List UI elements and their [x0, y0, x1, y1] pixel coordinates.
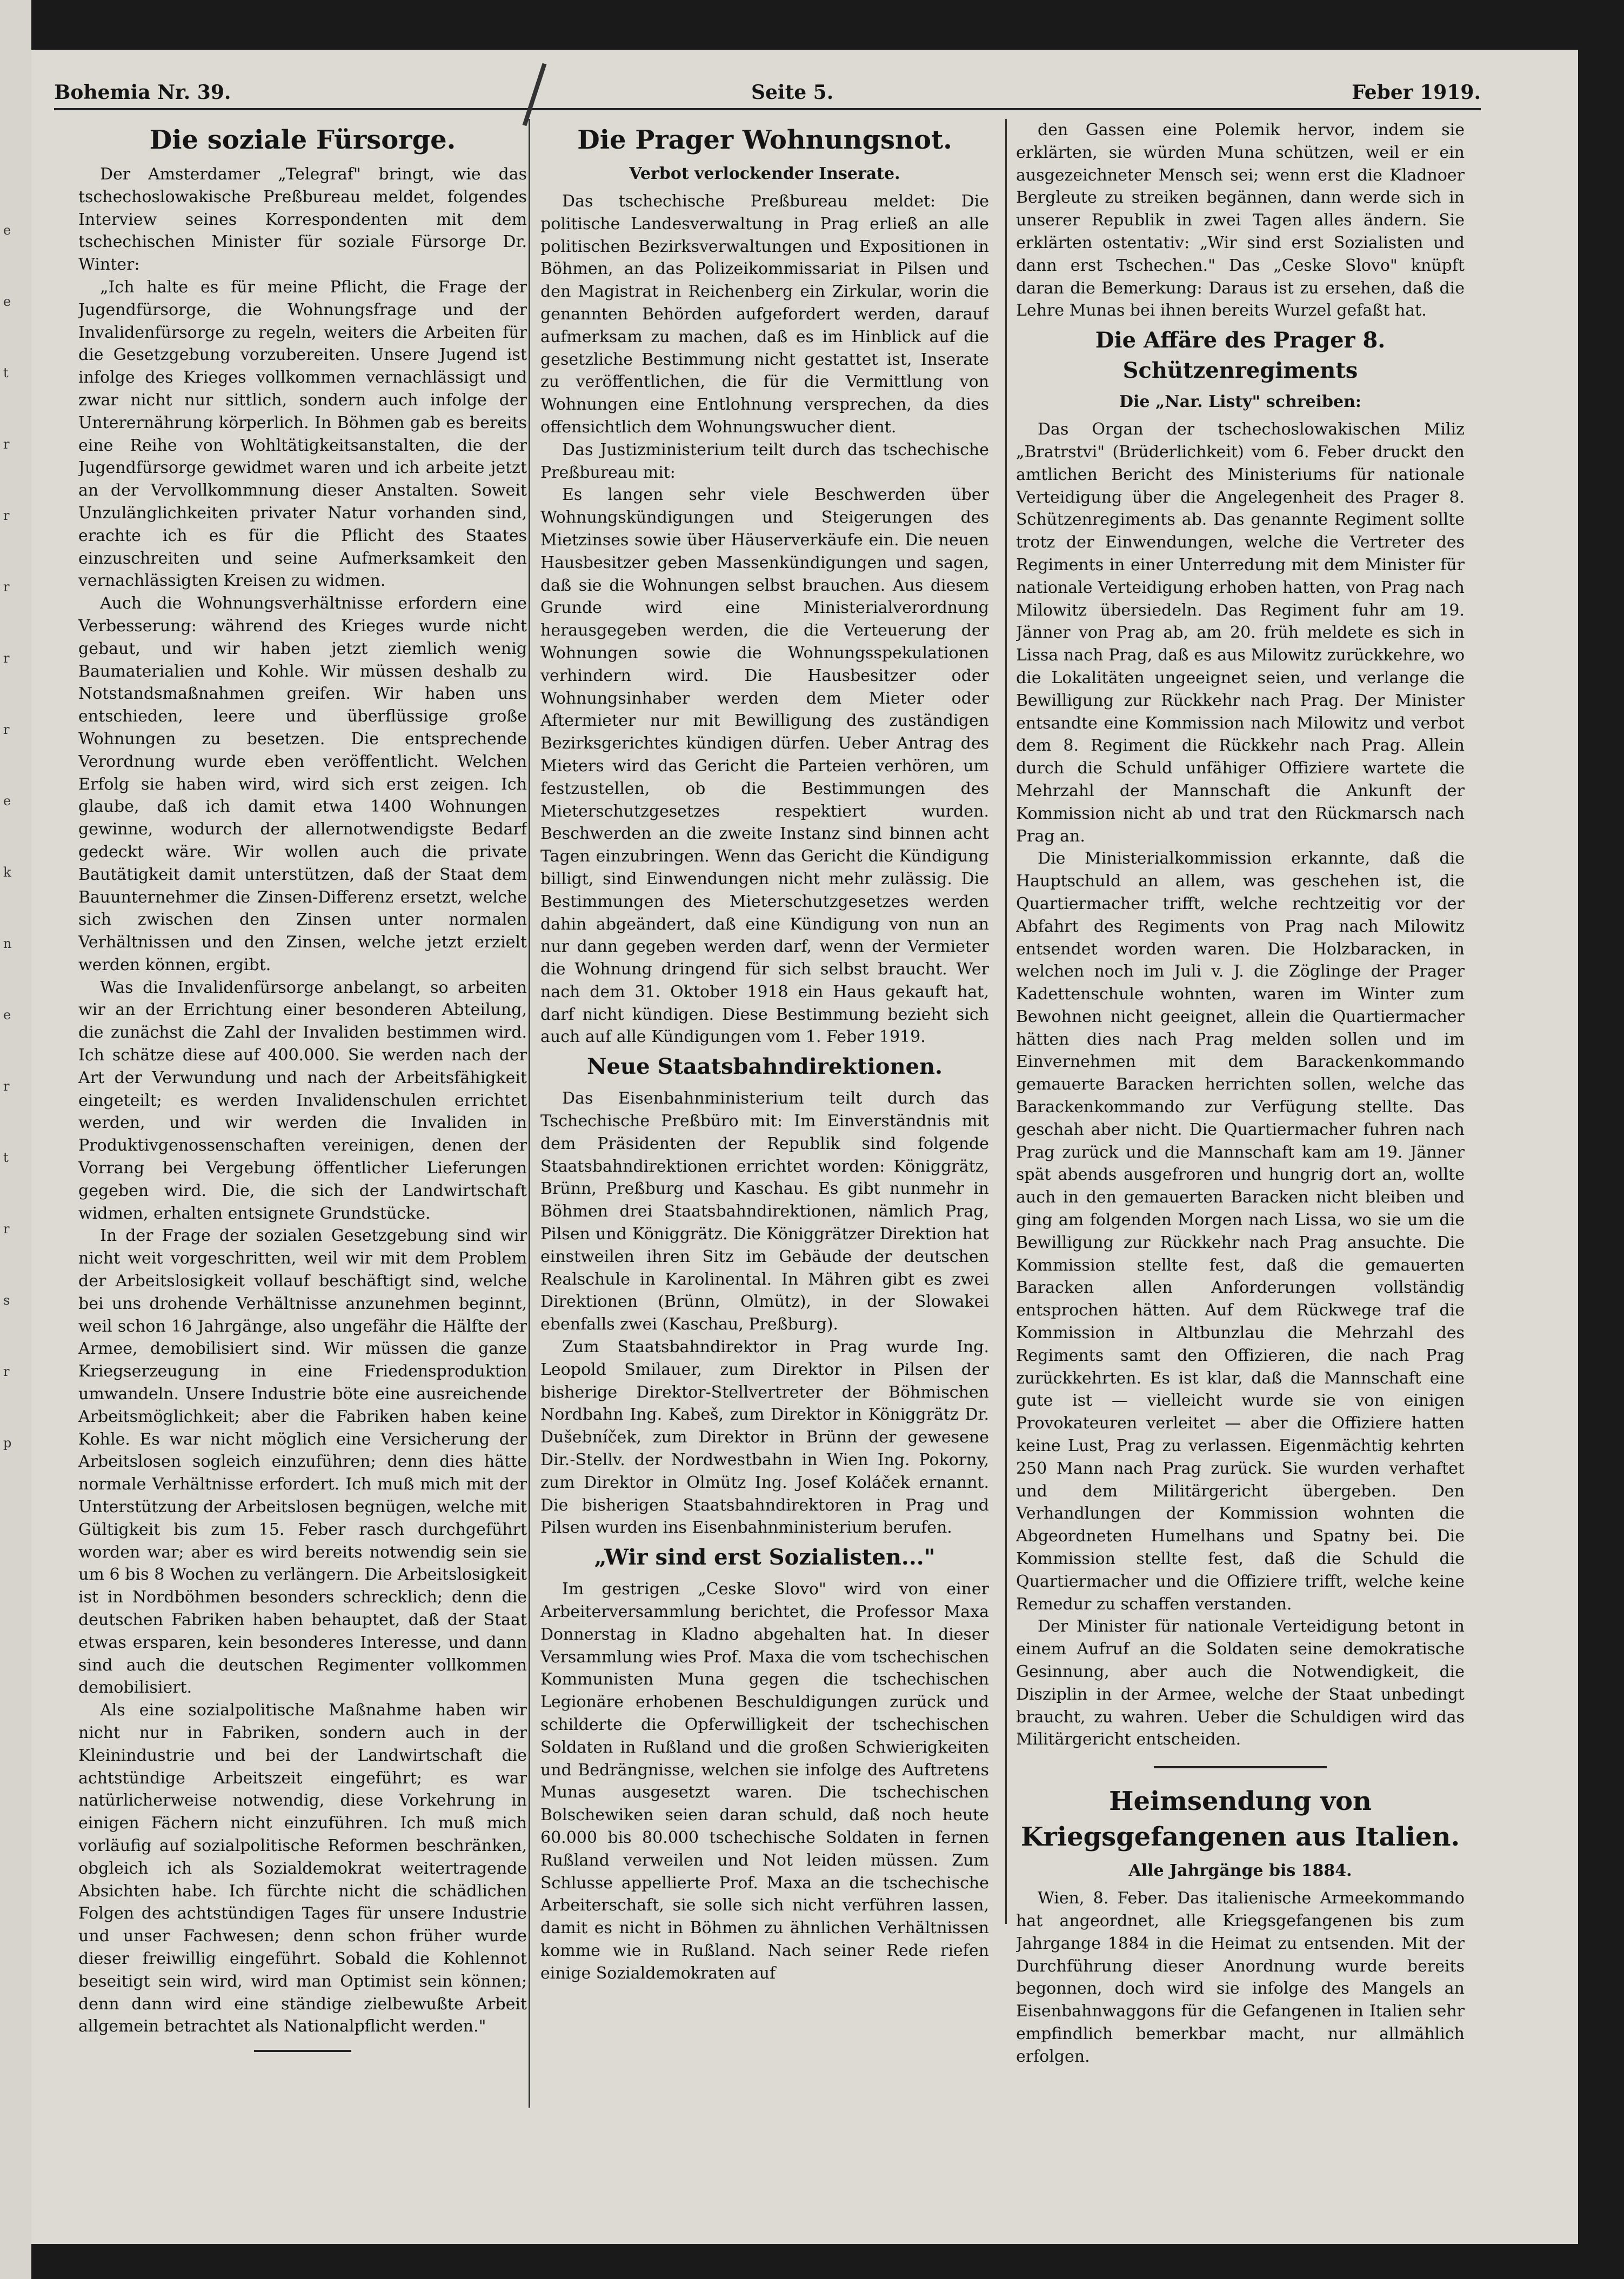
article-continuation-sozialisten: [1016, 119, 1465, 322]
paragraph: Der Amsterdamer „Telegraf" bringt, wie das tschechoslowakische Preßbureau meldet, folgendes Interview seines Korrespondenten mit dem tschechischen Minister für soziale Fürsorge Dr. Winter:: [78, 165, 527, 275]
adjacent-page-letter: r: [3, 1079, 10, 1094]
paragraph: den Gassen eine Polemik hervor, indem sie erklärten, sie würden Muna schützen, weil er ein ausgezeichneter Mensch sei; wenn erst die Kladnoer Bergleute zu streiken begännen, dann werde sich in unserer Republik in zwei Tagen alles ändern. Sie erklärten ostentativ: „Wir sind erst Sozialisten und dann erst Tschechen." Das „Ceske Slovo" knüpft daran die Bemerkung: Daraus ist zu ersehen, daß die Lehre Munas bei ihnen bereits Wurzel gefaßt hat.: [1016, 121, 1465, 320]
adjacent-page-letter: r: [3, 579, 10, 594]
article-title-staatsbahndirektionen: Neue Staatsbahndirektionen.: [586, 1054, 943, 1080]
paragraph: Als eine sozialpolitische Maßnahme haben wir nicht nur in Fabriken, sondern auch in der Kleinindustrie und bei der Landwirtschaft die achtstündige Arbeitszeit eingeführt; es war natürlicherweise notwendig, diese Vorkehrung in einigen Fächern nicht einzuführen. Ich muß mich vorläufig auf sozialpolitische Reformen beschränken, obgleich ich als Sozialdemokrat weitertragende Absichten habe. Ich fürchte nicht die schädlichen Folgen des achtstündigen Tages für unsere Industrie und unser Fachwesen; denn schon früher wurde dieser freiwillig eingeführt. Sobald die Kohlennot beseitigt sein wird, wird man Optimist sein können; denn dann wird eine ständige zielbewußte Arbeit allgemein betrachtet als Nationalpflicht werden.": [78, 1701, 527, 2036]
paragraph: Der Minister für nationale Verteidigung betont in einem Aufruf an die Soldaten seine demokratische Gesinnung, aber auch die Notwendigkeit, die Disziplin in der Armee, welche der Staat unbedingt braucht, zu wahren. Ueber die Schuldigen wird das Militärgericht entscheiden.: [1016, 1617, 1465, 1749]
column-divider-1: [529, 119, 530, 2108]
issue-label: Bohemia Nr. 39.: [54, 81, 231, 104]
article-title-sozialisten: „Wir sind erst Sozialisten...": [594, 1545, 935, 1570]
article-body-wohnungsnot: [540, 190, 989, 1048]
adjacent-page-letter: e: [3, 1007, 11, 1022]
article-body-schuetzenregiment: [1016, 418, 1465, 1751]
adjacent-page-letter: r: [3, 508, 10, 523]
header-rule: [54, 108, 1481, 110]
adjacent-page-letter: r: [3, 651, 10, 666]
article-subtitle-schuetzenregiment: Die „Nar. Listy" schreiben:: [1119, 392, 1361, 412]
adjacent-page-letter: k: [3, 865, 11, 880]
adjacent-page-letter: r: [3, 1221, 10, 1237]
end-rule: [254, 2050, 351, 2052]
adjacent-page-letter: n: [3, 936, 12, 951]
paragraph: Es langen sehr viele Beschwerden über Wohnungskündigungen und Steigerungen des Mietzinses sowie über Häuserverkäufe ein. Die neuen Hausbesitzer geben Massenkündigungen und sagen, daß sie die Wohnungen selbst brauchen. Aus diesem Grunde wird eine Ministerialverordnung herausgegeben werden, die die Verteuerung der Wohnungen sowie die Wohnungsspekulationen verhindern wird. Die Hausbesitzer oder Wohnungsinhaber werden dem Mieter oder Aftermieter nur mit Bewilligung des zuständigen Bezirksgerichtes kündigen dürfen. Ueber Antrag des Mieters wird das Gericht die Parteien verhören, um festzustellen, ob die Bestimmungen des Mieterschutzgesetzes respektiert wurden. Beschwerden an die zweite Instanz sind binnen acht Tagen einzubringen. Wenn das Gericht die Kündigung billigt, sind Einwendungen nicht mehr zulässig. Die Bestimmungen des Mieterschutzgesetzes werden dahin abgeändert, daß eine Kündigung von nun an nur dann gegeben werden darf, wenn der Vermieter die Wohnung dringend für sich selbst braucht. Wer nach dem 31. Oktober 1918 ein Haus gekauft hat, darf nicht kündigen. Diese Bestimmung bezieht sich auch auf alle Kündigungen vom 1. Feber 1919.: [540, 485, 989, 1047]
adjacent-page-letter: e: [3, 223, 11, 238]
article-title-schuetzenregiment: Die Affäre des Prager 8. Schützenregiments: [1095, 328, 1386, 384]
paragraph: Das tschechische Preßbureau meldet: Die politische Landesverwaltung in Prag erließ an alle politischen Bezirksverwaltungen und Expositionen in Böhmen, an das Polizeikommissariat in Pilsen und den Magistrat in Reichenberg ein Zirkular, worin die genannten Behörden aufgefordert werden, darauf aufmerksam zu machen, daß es im Hinblick auf die gesetzliche Bestimmung nicht gestattet ist, Inserate zu veröffentlichen, die für die Vermittlung von Wohnungen eine Entlohnung versprechen, da dies offensichtlich dem Wohnungswucher dient.: [540, 192, 989, 437]
article-title-kriegsgefangene: Heimsendung von Kriegsgefangenen aus Italien.: [1020, 1786, 1460, 1853]
adjacent-page-letter: r: [3, 437, 10, 452]
page-header: [54, 76, 1481, 108]
paragraph: In der Frage der sozialen Gesetzgebung sind wir nicht weit vorgeschritten, weil wir mit dem Problem der Arbeitslosigkeit vollauf beschäftigt sind, welche bei uns drohende Verhältnisse anzunehmen beginnt, weil schon 16 Jahrgänge, also ungefähr die Hälfte der Armee, demobilisiert sind. Wir müssen die ganze Kriegserzeugung in eine Friedensproduktion umwandeln. Unsere Industrie böte eine ausreichende Arbeitsmöglichkeit; aber die Fabriken haben keine Kohle. Es war nicht möglich eine Versicherung der Arbeitslosen sogleich einzuführen; denn dies hätte normale Verhältnisse erfordert. Ich muß mich mit der Unterstützung der Arbeitslosen begnügen, welche mit Gültigkeit bis zum 15. Feber rasch durchgeführt worden war; aber es wird bereits notwendig sein sie um 6 bis 8 Wochen zu verlängern. Die Arbeitslosigkeit ist in Nordböhmen besonders schrecklich; denn die deutschen Fabriken haben behauptet, daß der Staat etwas ersparen, kein besonderes Interesse, und dann sind auch die deutschen Regimenter vollkommen demobilisiert.: [78, 1226, 527, 1697]
adjacent-page-letters: [3, 195, 25, 1479]
paragraph: Im gestrigen „Ceske Slovo" wird von einer Arbeiterversammlung berichtet, die Professor Maxa Donnerstag in Kladno abgehalten hat. In dieser Versammlung wies Prof. Maxa die vom tschechischen Kommunisten Muna gegen die tschechischen Legionäre erhobenen Beschuldigungen zurück und schilderte die Opferwilligkeit der tschechischen Soldaten in Rußland und die großen Schwierigkeiten und Bedrängnisse, welchen sie infolge des Auftretens Munas ausgesetzt waren. Die tschechischen Bolschewiken seien daran schuld, daß noch heute 60.000 bis 80.000 tschechische Soldaten in fernen Rußland verweilen und Not leiden müssen. Zum Schlusse appellierte Prof. Maxa an die tschechische Arbeiterschaft, sie solle sich nicht verführen lassen, damit es nicht in Böhmen zu ähnlichen Verhältnissen komme wie in Rußland. Nach seiner Rede riefen einige Sozialdemokraten auf: [540, 1580, 989, 1983]
adjacent-page-letter: e: [3, 294, 11, 309]
column-1: [78, 119, 527, 2247]
column-3: [1016, 119, 1465, 2247]
paragraph: Das Justizministerium teilt durch das tschechische Preßbureau mit:: [540, 440, 989, 482]
adjacent-page-strip: [0, 0, 31, 2279]
paragraph: Auch die Wohnungsverhältnisse erfordern eine Verbesserung: während des Krieges wurde nicht gebaut, und wir haben jetzt ziemlich wenig Baumaterialien und Kohle. Wir müssen deshalb zu Notstandsmaßnahmen greifen. Wir haben uns entschieden, leere und überflüssige große Wohnungen zu besetzen. Die entsprechende Verordnung wurde eben veröffentlicht. Welchen Erfolg sie haben wird, wird sich erst zeigen. Ich glaube, daß ich damit etwa 1400 Wohnungen gewinne, wodurch der allernotwendigste Bedarf gedeckt wäre. Wir wollen auch die private Bautätigkeit damit unterstützen, daß der Staat dem Bauunternehmer die Zinsen-Differenz ersetzt, welche sich zwischen den Zinsen unter normalen Verhältnissen und den Zinsen, welche jetzt erzielt werden können, ergibt.: [78, 594, 527, 974]
paragraph: Zum Staatsbahndirektor in Prag wurde Ing. Leopold Smilauer, zum Direktor in Pilsen der bisherige Direktor-Stellvertreter der Böhmischen Nordbahn Ing. Kabeš, zum Direktor in Königgrätz Dr. Dušebníček, zum Direktor in Brünn der gewesene Dir.-Stellv. der Nordwestbahn in Wien Ing. Pokorny, zum Direktor in Olmütz Ing. Josef Koláček ernannt. Die bisherigen Staatsbahndirektoren in Prag und Pilsen wurden ins Eisenbahnministerium berufen.: [540, 1338, 989, 1538]
section-rule: [1154, 1766, 1327, 1768]
column-2: [540, 119, 989, 2247]
issue-date: Feber 1919.: [1352, 81, 1481, 104]
article-body-soziale-fuersorge: [78, 163, 527, 2038]
article-title-soziale-fuersorge: Die soziale Fürsorge.: [149, 125, 456, 155]
article-body-sozialisten: [540, 1578, 989, 1984]
adjacent-page-letter: r: [3, 722, 10, 737]
article-title-wohnungsnot: Die Prager Wohnungsnot.: [577, 125, 952, 155]
adjacent-page-letter: t: [3, 365, 9, 380]
adjacent-page-letter: t: [3, 1150, 9, 1165]
article-body-staatsbahndirektionen: [540, 1087, 989, 1539]
paragraph: Die Ministerialkommission erkannte, daß die Hauptschuld an allem, was geschehen ist, die Quartiermacher trifft, welche rechtzeitig vor der Abfahrt des Regiments von Prag nach Milowitz entsendet worden waren. Die Holzbaracken, in welchen noch im Juli v. J. die Zöglinge der Prager Kadettenschule wohnten, waren im Winter zum Bewohnen nicht geeignet, allein die Quartiermacher hätten dies nach Prag melden sollen und im Einvernehmen mit dem Barackenkommando gemauerte Baracken herrichten sollen, welche das Barackenkommando zur Verfügung stellte. Das geschah aber nicht. Die Quartiermacher fuhren nach Prag zurück und die Mannschaft kam am 19. Jänner spät abends ausgefroren und hungrig dort an, wollte auch in den gemauerten Baracken nicht bleiben und ging am folgenden Morgen nach Lissa, wo sie um die Bewilligung zur Rückkehr nach Prag ansuchte. Die Kommission stellte fest, daß die gemauerten Baracken allen Anforderungen vollständig entsprochen hätten. Auf dem Rückwege traf die Kommission in Altbunzlau die Mehrzahl des Regiments samt den Offizieren, die nach Prag zurückkehrten. Es ist klar, daß die Mannschaft eine gute ist — vielleicht wurde sie von einigen Provokateuren verleitet — aber die Offiziere hatten keine Lust, Prag zu verlassen. Eigenmächtig kehrten 250 Mann nach Prag zurück. Sie wurden verhaftet und dem Militärgericht übergeben. Den Verhandlungen der Kommission wohnten die Abgeordneten Humelhans und Spatny bei. Die Kommission stellte fest, daß die Schuld die Quartiermacher und die Offiziere trifft, welche keine Remedur zu schaffen verstanden.: [1016, 849, 1465, 1614]
paragraph: Was die Invalidenfürsorge anbelangt, so arbeiten wir an der Errichtung einer besonderen Abteilung, die zunächst die Zahl der Invaliden bestimmen wird. Ich schätze diese auf 400.000. Sie werden nach der Art der Verwundung und nach der Arbeitsfähigkeit eingeteilt; es werden Invalidenschulen errichtet werden, und wir werden die Invaliden in Produktivgenossenschaften vereinigen, denen der Vorrang bei Vergebung öffentlicher Lieferungen gegeben wird. Die, die sich der Landwirtschaft widmen, erhalten entsignete Grundstücke.: [78, 978, 527, 1223]
article-subtitle-kriegsgefangene: Alle Jahrgänge bis 1884.: [1128, 1861, 1352, 1881]
adjacent-page-letter: e: [3, 793, 11, 808]
adjacent-page-letter: p: [3, 1435, 12, 1451]
paragraph: Das Eisenbahnministerium teilt durch das Tschechische Preßbüro mit: Im Einverständnis mit dem Präsidenten der Republik sind folgende Staatsbahndirektionen errichtet worden: Königgrätz, Brünn, Preßburg und Kaschau. Es gibt nunmehr in Böhmen drei Staatsbahndirektionen, nämlich Prag, Pilsen und Königgrätz. Die Königgrätzer Direktion hat einstweilen ihren Sitz im Gebäude der deutschen Realschule in Karolinental. In Mähren gibt es zwei Direktionen (Brünn, Olmütz), in der Slowakei ebenfalls zwei (Kaschau, Preßburg).: [540, 1089, 989, 1334]
article-subtitle-wohnungsnot: Verbot verlockender Inserate.: [629, 164, 900, 183]
paragraph: Wien, 8. Feber. Das italienische Armeekommando hat angeordnet, alle Kriegsgefangenen bis zum Jahrgange 1884 in die Heimat zu entsenden. Mit der Durchführung dieser Anordnung wurde bereits begonnen, doch wird sie infolge des Mangels an Eisenbahnwaggons für die Gefangenen in Italien sehr empfindlich bemerkbar macht, nur allmählich erfolgen.: [1016, 1889, 1465, 2066]
column-divider-2: [1005, 119, 1007, 1924]
adjacent-page-letter: r: [3, 1364, 10, 1379]
page-number: Seite 5.: [751, 81, 834, 104]
adjacent-page-letter: s: [3, 1293, 10, 1308]
article-body-kriegsgefangene: [1016, 1887, 1465, 2068]
paragraph: Das Organ der tschechoslowakischen Miliz „Bratrstvi" (Brüderlichkeit) vom 6. Feber druckt den amtlichen Bericht des Ministeriums für nationale Verteidigung über die Angelegenheit des Prager 8. Schützenregiments ab. Das genannte Regiment sollte trotz der Einwendungen, welche die Vertreter des Regiments in einer Unterredung mit dem Minister für nationale Verteidigung erhoben hatten, von Prag nach Milowitz übersiedeln. Das Regiment fuhr am 19. Jänner von Prag ab, am 20. früh meldete es sich in Lissa nach Prag, daß es aus Milowitz zurückkehre, wo die Lokalitäten ungeeignet seien, und verlange die Bewilligung zur Rückkehr nach Prag. Der Minister entsandte eine Kommission nach Milowitz und verbot dem 8. Regiment die Rückkehr nach Prag. Allein durch die Schuld unfähiger Offiziere wartete die Mehrzahl der Mannschaft die Ankunft der Kommission nicht ab und trat den Rückmarsch nach Prag an.: [1016, 420, 1465, 846]
paragraph: „Ich halte es für meine Pflicht, die Frage der Jugendfürsorge, die Wohnungsfrage und der Invalidenfürsorge zu regeln, weiters die Arbeiten für die Gesetzgebung vorzubereiten. Unsere Jugend ist infolge des Krieges vollkommen vernachlässigt und zwar nicht nur sittlich, sondern auch infolge der Unterernährung körperlich. In Böhmen gab es bereits eine Reihe von Wohltätigkeitsanstalten, die der Jugendfürsorge gewidmet waren und ich arbeite jetzt an der Vervollkommnung dieser Anstalten. Soweit Unzulänglichkeiten privater Natur vorhanden sind, erachte ich es für die Pflicht des Staates einzuschreiten und seine Aufmerksamkeit den vernachlässigten Kreisen zu widmen.: [78, 277, 527, 591]
